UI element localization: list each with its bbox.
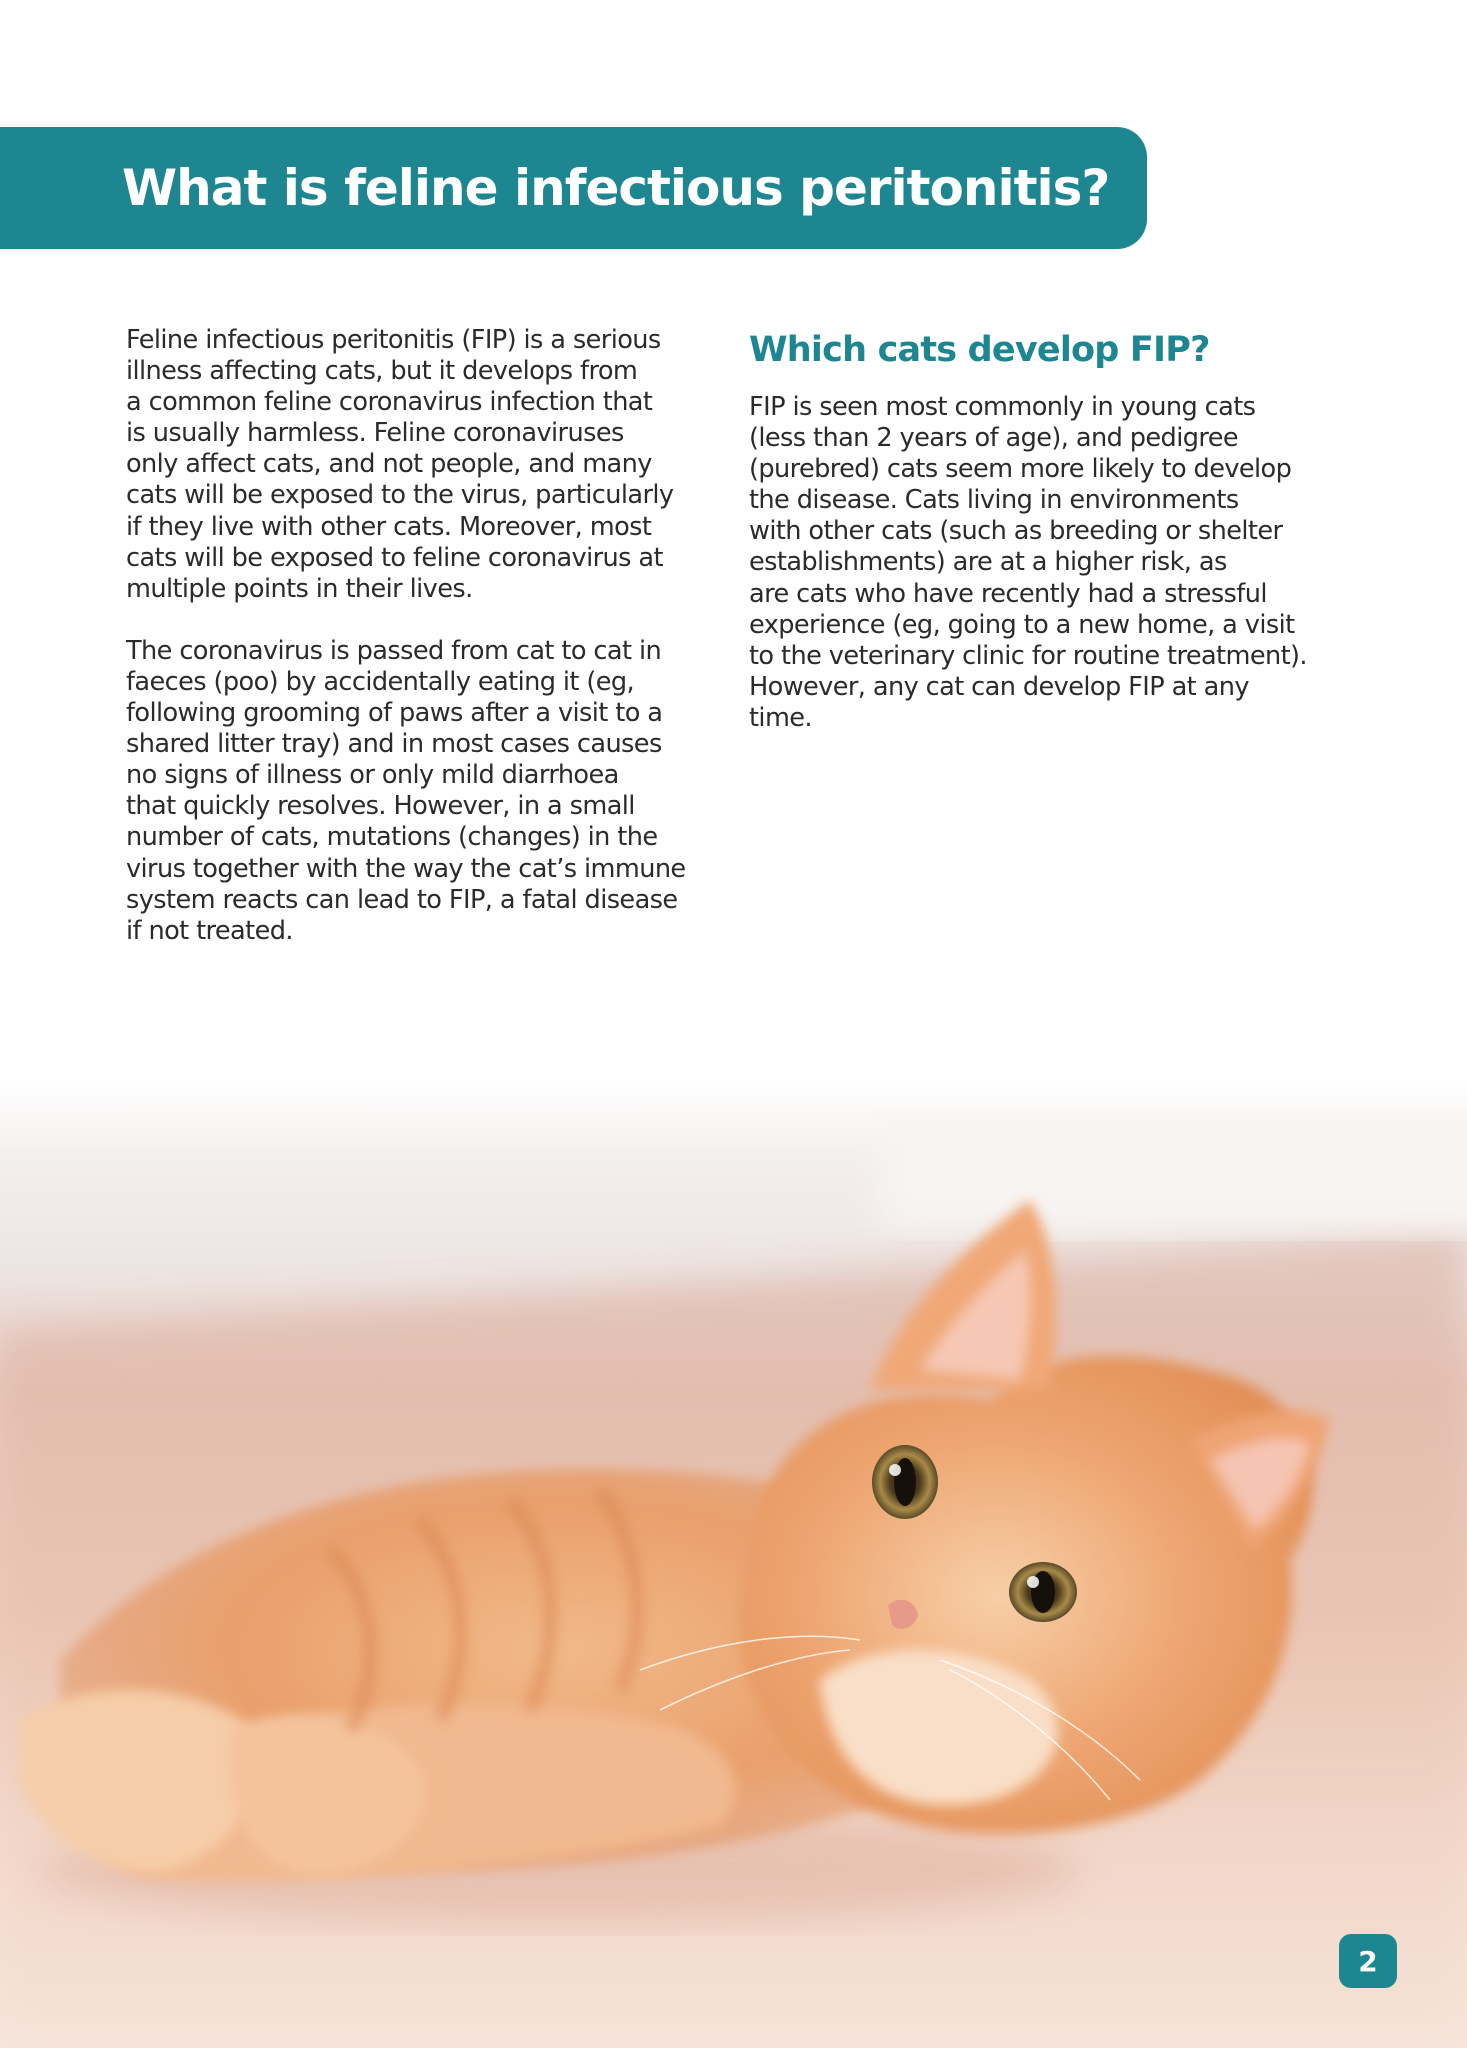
text-line: with other cats (such as breeding or shelter — [749, 516, 1283, 547]
text-line: system reacts can lead to FIP, a fatal disease — [126, 884, 678, 915]
text-line: the disease. Cats living in environments — [749, 485, 1239, 516]
intro-paragraph — [126, 325, 736, 605]
text-line: a common feline coronavirus infection that — [126, 387, 653, 418]
text-line: to the veterinary clinic for routine treatment). — [749, 640, 1307, 671]
text-line: illness affecting cats, but it develops from — [126, 356, 638, 387]
title-banner — [0, 127, 1147, 249]
text-line: (less than 2 years of age), and pedigree — [749, 423, 1238, 454]
text-line: is usually harmless. Feline coronaviruses — [126, 418, 624, 449]
text-line: time. — [749, 702, 812, 733]
text-line: establishments) are at a higher risk, as — [749, 547, 1227, 578]
text-line: FIP is seen most commonly in young cats — [749, 392, 1256, 422]
text-line: multiple points in their lives. — [126, 573, 473, 604]
page-title: What is feline infectious peritonitis? — [122, 159, 1110, 217]
text-line: that quickly resolves. However, in a small — [126, 791, 635, 822]
text-line: virus together with the way the cat’s immune — [126, 853, 686, 884]
text-line: cats will be exposed to the virus, particularly — [126, 480, 674, 511]
text-line: The coronavirus is passed from cat to cat in — [126, 635, 662, 666]
page-number: 2 — [1358, 1944, 1378, 1978]
text-line: only affect cats, and not people, and many — [126, 449, 652, 480]
text-line: no signs of illness or only mild diarrhoea — [126, 760, 619, 791]
left-column — [126, 325, 736, 947]
text-line: if not treated. — [126, 915, 293, 946]
text-line: (purebred) cats seem more likely to develop — [749, 454, 1292, 485]
text-line: following grooming of paws after a visit to a — [126, 698, 663, 729]
text-line: number of cats, mutations (changes) in the — [126, 822, 658, 853]
text-line: Feline infectious peritonitis (FIP) is a serious — [126, 325, 661, 355]
page-number-badge — [1339, 1934, 1397, 1988]
text-line: However, any cat can develop FIP at any — [749, 671, 1249, 702]
text-line: are cats who have recently had a stressful — [749, 578, 1267, 609]
cat-photo — [0, 1080, 1467, 2048]
text-line: experience (eg, going to a new home, a visit — [749, 609, 1295, 640]
text-line: if they live with other cats. Moreover, most — [126, 511, 652, 542]
text-line: faeces (poo) by accidentally eating it (eg, — [126, 666, 635, 697]
section-heading: Which cats develop FIP? — [749, 330, 1210, 370]
right-column — [749, 325, 1349, 734]
text-line: shared litter tray) and in most cases causes — [126, 729, 662, 760]
transmission-paragraph — [126, 636, 736, 947]
risk-paragraph — [749, 392, 1349, 734]
text-line: cats will be exposed to feline coronavirus at — [126, 542, 663, 573]
